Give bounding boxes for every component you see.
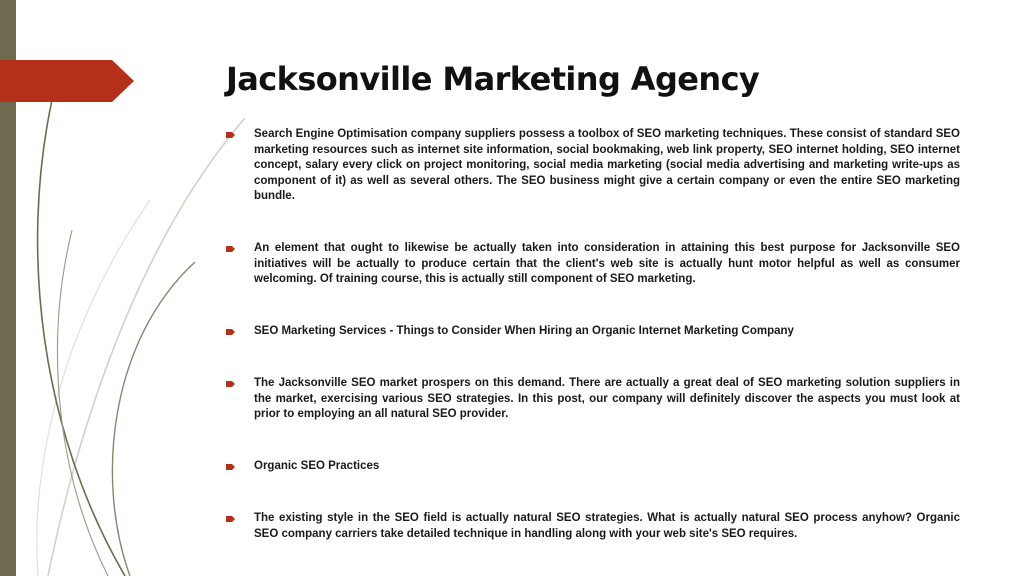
bullet-text: Search Engine Optimisation company suppliers possess a toolbox of SEO marketing techniques. These consist of standard SEO marketing resources such as internet site information, social bookmaking, web link property, SEO internet holding, SEO internet concept, salary every click on project monitoring, social media marketing (social media advertising and marketing write-ups as component of it) as well as several others. The SEO business might give a certain company or even the entire SEO marketing bundle.: [254, 128, 960, 202]
bullet-arrow-icon: [226, 380, 235, 388]
title-ribbon: [0, 0, 136, 104]
list-item: [226, 459, 960, 475]
list-item: [226, 241, 960, 288]
swoosh-dark-curve-2: [112, 262, 195, 576]
bullet-text: Organic SEO Practices: [254, 460, 380, 472]
list-item: [226, 324, 960, 340]
bullet-arrow-icon: [226, 463, 235, 471]
bullet-text: SEO Marketing Services - Things to Consider When Hiring an Organic Internet Marketing Company: [254, 325, 794, 337]
bullet-arrow-icon: [226, 131, 235, 139]
list-item: [226, 376, 960, 423]
page-title: Jacksonville Marketing Agency: [226, 60, 760, 98]
swoosh-dark-curve-3: [58, 230, 108, 576]
bullet-arrow-icon: [226, 515, 235, 523]
swoosh-dark-curve: [38, 100, 125, 576]
bullet-arrow-icon: [226, 328, 235, 336]
bullet-text: The existing style in the SEO field is actually natural SEO strategies. What is actually natural SEO process anyhow? Organic SEO company carriers take detailed technique in handling along with your web site's SEO requires.: [254, 512, 960, 540]
bullet-text: The Jacksonville SEO market prospers on this demand. There are actually a great deal of SEO marketing solution suppliers in the market, exercising various SEO strategies. In this post, our company will definitely discover the aspects you must look at prior to employing an all natural SEO provider.: [254, 377, 960, 420]
bullet-arrow-icon: [226, 245, 235, 253]
list-item: [226, 127, 960, 205]
list-item: [226, 511, 960, 542]
bullet-text: An element that ought to likewise be actually taken into consideration in attaining this best purpose for Jacksonville SEO initiatives will be actually to produce certain that the client's web site is actually hunt motor helpful as well as consumer welcoming. Of training course, this is actually still component of SEO marketing.: [254, 242, 960, 285]
swoosh-light-curve: [48, 118, 245, 576]
